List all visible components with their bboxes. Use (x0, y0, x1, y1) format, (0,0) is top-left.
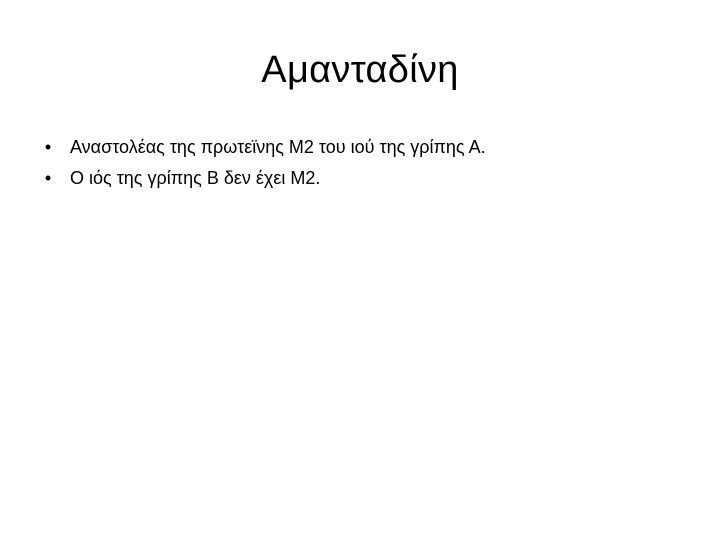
bullet-item (42, 163, 486, 194)
bullet-text: Αναστολέας της πρωτεϊνης Μ2 του ιού της γρίπης Α. (70, 137, 486, 157)
slide-title: Αμανταδίνη (261, 49, 459, 91)
bullet-list (42, 132, 486, 194)
bullet-icon: • (44, 137, 52, 157)
bullet-text: Ο ιός της γρίπης Β δεν έχει Μ2. (70, 168, 321, 188)
bullet-icon: • (44, 168, 52, 188)
bullet-item (42, 132, 486, 163)
